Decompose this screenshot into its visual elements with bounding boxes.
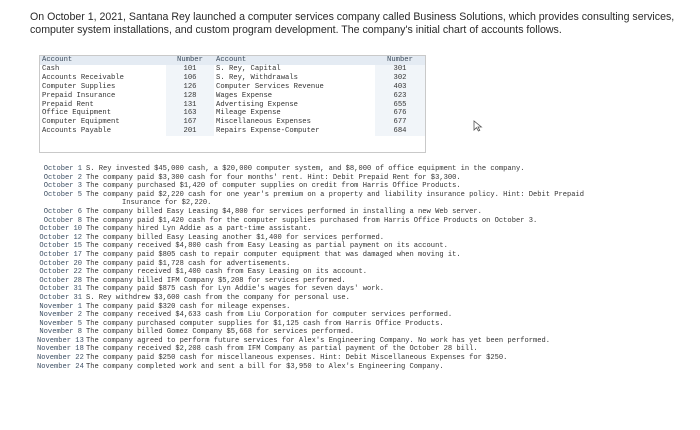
account-name: S. Rey, Withdrawals	[216, 73, 298, 82]
account-number: 131	[183, 100, 197, 109]
transaction-text: The company purchased $1,420 of computer supplies on credit from Harris Office Products.	[86, 182, 461, 191]
account-number: 101	[183, 65, 197, 73]
transaction-row	[37, 182, 697, 191]
transaction-date: November 18	[37, 345, 84, 354]
column-header: Number	[166, 56, 214, 65]
transaction-row	[37, 191, 697, 200]
account-number: 677	[393, 118, 407, 127]
account-number: 655	[393, 100, 407, 109]
left-number-column	[166, 56, 214, 136]
transaction-date: October 10	[39, 225, 82, 234]
transaction-text: The company paid $805 cash to repair computer equipment that was damaged when moving it.	[86, 250, 461, 259]
transaction-row	[37, 217, 697, 226]
account-name: Office Equipment	[42, 109, 112, 118]
transaction-row	[37, 328, 697, 337]
transaction-row	[37, 303, 697, 312]
account-name: Miscellaneous Expenses	[216, 118, 311, 127]
transaction-date: October 20	[39, 259, 82, 268]
transaction-text: The company received $4,633 cash from Liu Corporation for computer services performed.	[86, 311, 453, 320]
transaction-text: The company paid $320 cash for mileage expenses.	[86, 302, 291, 311]
transaction-date: October 22	[39, 268, 82, 277]
transaction-row	[37, 234, 697, 243]
transaction-row	[37, 251, 697, 260]
account-number: 167	[183, 118, 197, 127]
transaction-text: The company billed Easy Leasing another $1,400 for services performed.	[86, 233, 384, 242]
mouse-pointer-icon	[473, 119, 483, 131]
chart-of-accounts-table	[39, 55, 426, 153]
transaction-row	[37, 294, 697, 303]
transaction-text: The company hired Lyn Addie as a part-time assistant.	[86, 225, 312, 234]
account-number: 403	[393, 82, 407, 91]
transaction-date: October 6	[43, 207, 82, 216]
transaction-row	[37, 242, 697, 251]
transaction-text: The company agreed to perform future services for Alex's Engineering Company. No work has yet been performed.	[86, 336, 551, 345]
transaction-text: The company paid $250 cash for miscellaneous expenses. Hint: Debit Miscellaneous Expenses for $250.	[86, 354, 508, 363]
transaction-date: November 8	[39, 328, 82, 337]
account-number: 623	[393, 91, 407, 100]
column-header: Account	[214, 56, 375, 65]
transaction-date: November 5	[39, 319, 82, 328]
transaction-text: The company received $4,800 cash from Easy Leasing as partial payment on its account.	[86, 242, 448, 251]
transaction-date: November 1	[39, 302, 82, 311]
account-number: 302	[393, 73, 407, 82]
transaction-date: November 13	[37, 336, 84, 345]
transaction-row	[37, 225, 697, 234]
transactions-list	[37, 165, 697, 371]
transaction-text: The company paid $875 cash for Lyn Addie's wages for seven days' work.	[86, 285, 384, 294]
transaction-date: October 17	[39, 250, 82, 259]
transaction-date: October 3	[43, 182, 82, 191]
account-name: Computer Equipment	[42, 118, 120, 127]
transaction-text: The company paid $1,728 cash for advertisements.	[86, 259, 291, 268]
transaction-text: S. Rey invested $45,000 cash, a $20,000 computer system, and $8,000 of office equipment in the company.	[86, 165, 525, 173]
transaction-row	[37, 337, 697, 346]
account-name: Prepaid Insurance	[42, 91, 116, 100]
account-name: Computer Services Revenue	[216, 82, 324, 91]
account-name: Wages Expense	[216, 91, 273, 100]
transaction-row	[37, 345, 697, 354]
column-header: Account	[40, 56, 166, 65]
account-number: 128	[183, 91, 197, 100]
account-number: 201	[183, 127, 197, 136]
account-number: 684	[393, 127, 407, 136]
account-name: Mileage Expense	[216, 109, 281, 118]
account-name: Computer Supplies	[42, 82, 116, 91]
account-name: S. Rey, Capital	[216, 65, 281, 73]
transaction-row	[37, 354, 697, 363]
transaction-date: October 31	[39, 285, 82, 294]
transaction-text: S. Rey withdrew $3,600 cash from the company for personal use.	[86, 293, 350, 302]
account-name: Prepaid Rent	[42, 100, 94, 109]
account-name: Accounts Receivable	[42, 73, 124, 82]
transaction-date: November 22	[37, 354, 84, 363]
transaction-row	[37, 285, 697, 294]
account-number: 126	[183, 82, 197, 91]
right-number-column	[375, 56, 425, 136]
transaction-text: The company completed work and sent a bill for $3,950 to Alex's Engineering Company.	[86, 362, 444, 371]
transaction-text: Insurance for $2,220.	[122, 199, 212, 208]
transaction-date: November 24	[37, 362, 84, 371]
transaction-text: The company received $1,400 cash from Easy Leasing on its account.	[86, 268, 367, 277]
transaction-text: The company billed Gomez Company $5,668 for services performed.	[86, 328, 355, 337]
transaction-row	[37, 277, 697, 286]
transaction-text: The company paid $2,220 cash for one year's premium on a property and liability insurance policy. Hint: Debit Prepaid	[86, 190, 585, 199]
transaction-row	[37, 260, 697, 269]
transaction-text: The company purchased computer supplies for $1,125 cash from Harris Office Products.	[86, 319, 444, 328]
column-header: Number	[375, 56, 425, 65]
transaction-row	[37, 268, 697, 277]
transaction-continuation	[37, 199, 697, 208]
transaction-row	[37, 165, 697, 174]
left-account-column	[40, 56, 166, 136]
transaction-date: October 31	[39, 293, 82, 302]
account-number: 163	[183, 109, 197, 118]
transaction-row	[37, 363, 697, 372]
account-number: 106	[183, 73, 197, 82]
transaction-date: October 28	[39, 276, 82, 285]
account-name: Repairs Expense-Computer	[216, 127, 320, 136]
transaction-date: October 8	[43, 216, 82, 225]
account-name: Advertising Expense	[216, 100, 298, 109]
transaction-text: The company billed IFM Company $5,208 for services performed.	[86, 276, 346, 285]
problem-intro: On October 1, 2021, Santana Rey launched a computer services company called Business Solutions, which provides consulting services, computer system installations, and custom program development. The company's initial chart of accounts follows.	[30, 11, 675, 36]
transaction-row	[37, 311, 697, 320]
transaction-date: October 15	[39, 242, 82, 251]
transaction-row	[37, 320, 697, 329]
account-name: Accounts Payable	[42, 127, 112, 136]
account-name: Cash	[42, 65, 60, 73]
transaction-text: The company received $2,208 cash from IFM Company as partial payment of the October 28 bill.	[86, 345, 478, 354]
transaction-row	[37, 174, 697, 183]
transaction-date: November 2	[39, 311, 82, 320]
transaction-date: October 1	[43, 165, 82, 173]
account-number: 676	[393, 109, 407, 118]
transaction-text: The company paid $1,420 cash for the computer supplies purchased from Harris Office Products on October 3.	[86, 216, 538, 225]
transaction-date: October 12	[39, 233, 82, 242]
right-account-column	[214, 56, 375, 136]
transaction-row	[37, 208, 697, 217]
transaction-date: October 5	[43, 190, 82, 199]
account-number: 301	[393, 65, 407, 73]
transaction-text: The company billed Easy Leasing $4,800 for services performed in installing a new Web server.	[86, 207, 482, 216]
transaction-date: October 2	[43, 173, 82, 182]
transaction-text: The company paid $3,300 cash for four months' rent. Hint: Debit Prepaid Rent for $3,300.	[86, 173, 461, 182]
